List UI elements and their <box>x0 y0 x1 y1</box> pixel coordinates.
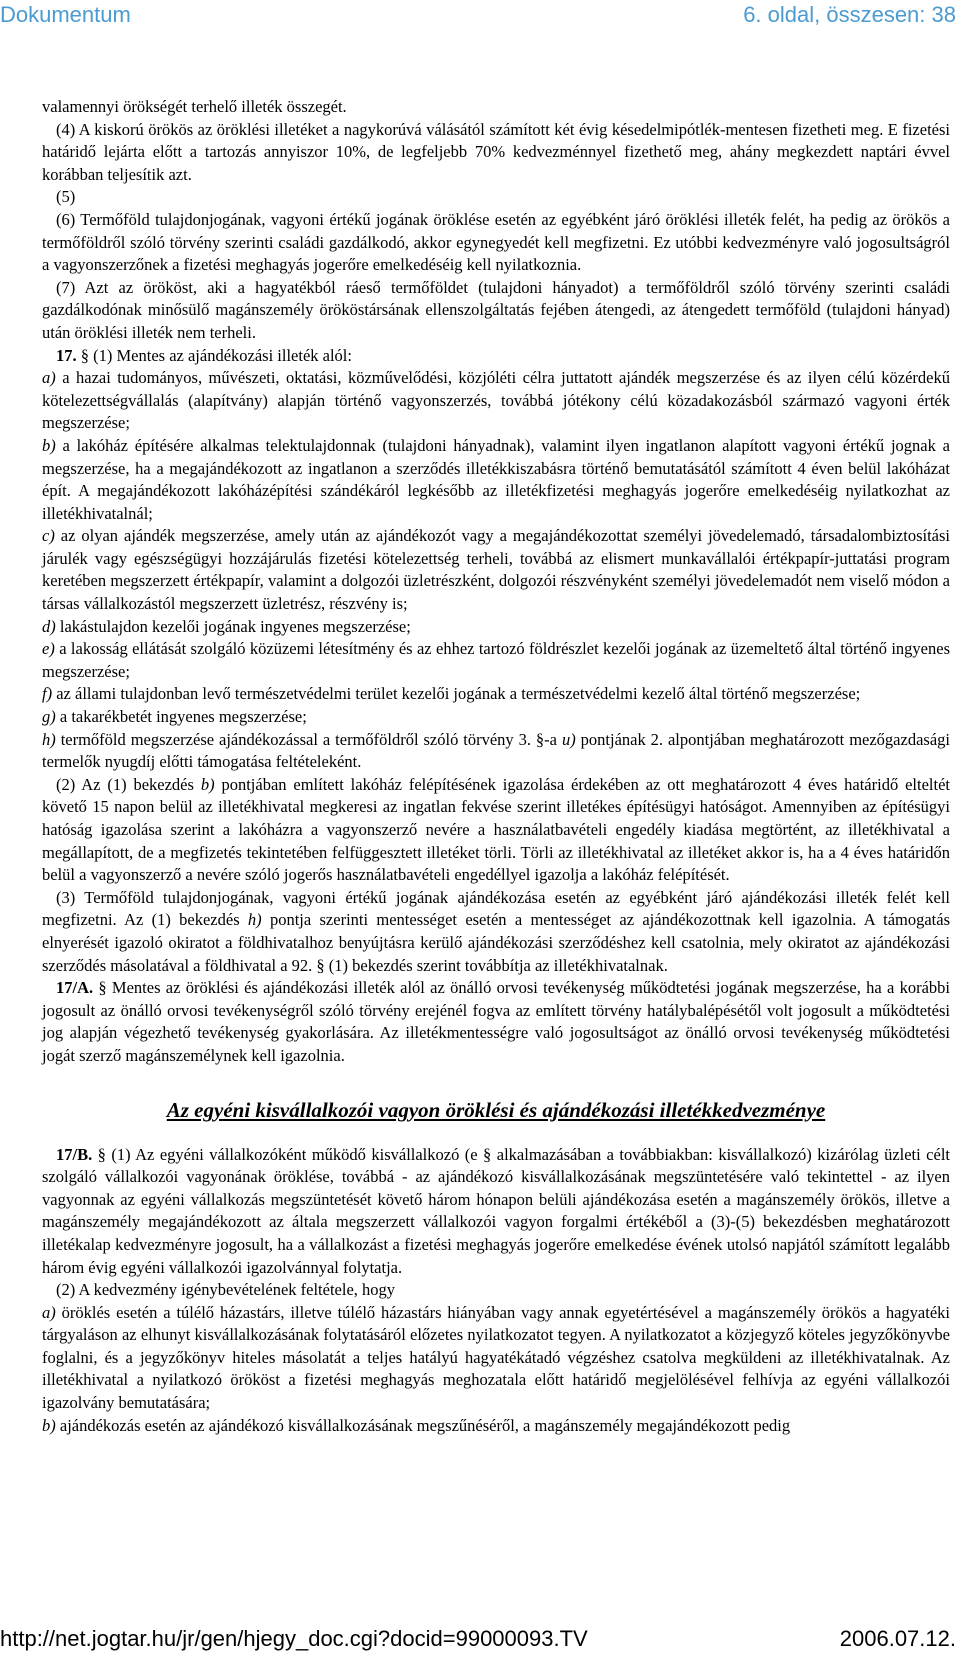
section-heading: Az egyéni kisvállalkozói vagyon öröklési és ajándékozási illetékkedvezménye <box>166 1097 826 1122</box>
paragraph: valamennyi örökségét terhelő illeték összegét. <box>42 97 347 116</box>
section-number: 17/B. <box>56 1144 93 1164</box>
list-item <box>42 638 950 683</box>
item-label: e) <box>42 639 55 659</box>
print-date: 2006.07.12. <box>839 1626 956 1651</box>
item-text: a hazai tudományos, művészeti, oktatási, közművelődési, közjóléti célra juttatott ajándék megszerzése és az ilyen célú közérdekű kötelezettségvállalás (alapítvány) alapján történő vagyonszerzés, továbbá jótékony célú közadakozásból származó vagyoni érték megszerzése; <box>42 368 950 433</box>
item-text: az olyan ajándék megszerzése, amely után az ajándékozót vagy a megajándékozottat személyi jövedelemadó, társadalombiztosítási járulék vagy egészségügyi hozzájárulás fizetési kötelezettség terheli, továbbá az elismert munkavállalói értékpapír-juttatási program keretében megszerzett értékpapír, valamint a dolgozói üzletrészként, dolgozói részvényként személyi jövedelemadót nem viselő módon a társas vállalkozástól megszerzett üzletrész, részvény is; <box>42 526 950 614</box>
item-text: pontjának 2. alpontjában meghatározott mezőgazdasági termelők nyugdíj előtti támogatása feltételeként. <box>42 729 950 772</box>
item-ref: b) <box>200 774 215 794</box>
item-text: a lakosság ellátását szolgáló közüzemi létesítmény és az ehhez tartozó földrészlet kezelői jogának az üzemeltető által történő ingyenes megszerzése; <box>42 639 950 681</box>
paragraph: (7) Azt az örököst, aki a hagyatékból ráeső termőföldet (tulajdoni hányadot) a termőföldről szóló törvény szerinti családi gazdálkodónak minősülő magánszemély örököstársának ellenszolgáltatás fejében átengedi, az átengedett termőföld (tulajdoni hányad) után öröklési illeték nem terheli. <box>42 277 950 342</box>
item-label: b) <box>42 1415 56 1435</box>
section-number: 17. <box>56 345 77 365</box>
list-item <box>42 525 950 615</box>
item-text: ajándékozás esetén az ajándékozó kisvállalkozásának megszűnéséről, a magánszemély megajándékozott pedig <box>55 1415 791 1435</box>
paragraph <box>42 774 950 887</box>
paragraph: (4) A kiskorú örökös az öröklési illetéket a nagykorúvá válásától számított két évig késedelmipótlék-mentesen fizetheti meg. E fizetési határidő lejárta előtt a tartozás annyiszor 10%, de legfeljebb 70% kedvezménnyel fizethető meg, ahány megkezdett naptári évvel korábban teljesítik azt. <box>42 119 950 184</box>
section-17b <box>42 1144 950 1280</box>
document-label: Dokumentum <box>0 2 131 27</box>
paragraph: (2) A kedvezmény igénybevételének feltétele, hogy <box>56 1280 396 1300</box>
item-label: g) <box>42 707 56 727</box>
item-text: termőföld megszerzése ajándékozással a termőföldről szóló törvény 3. §-a <box>55 729 562 749</box>
list-item <box>42 683 950 706</box>
item-label: f) <box>42 684 53 704</box>
item-label: a) <box>42 1302 56 1322</box>
item-label: c) <box>42 526 55 546</box>
paragraph <box>42 887 950 977</box>
item-text: öröklés esetén a túlélő házastárs, illetve túlélő házastárs hiányában vagy annak egyetértésével a magánszemély örökös a hagyatéki tárgyaláson az elhunyt kisvállalkozásának folytatásáról előzetes nyilatkozatot tegyen. A nyilatkozatot a közjegyző köteles jegyzőkönyvbe foglalni, és a jegyzőkönyv hiteles másolatát a teljes hatályú hagyatékátadó végzéshez csatolva megküldeni az illetékhivatalnak. Az illetékhivatal a nyilatkozó örököst a fizetési meghagyás meghozatala előtt határidő megjelölésével felhívja az egyéni vállalkozói igazolvány bemutatására; <box>42 1302 950 1413</box>
document-body <box>42 96 950 1437</box>
item-text: az állami tulajdonban levő természetvédelmi terület kezelői jogának a természetvédelmi kezelő által történő megszerzése; <box>52 684 861 704</box>
section-17 <box>42 345 950 368</box>
item-label: h) <box>42 729 56 749</box>
list-item <box>42 435 950 525</box>
text-run: pontja szerinti mentességet esetén a mentességet az ajándékozottnak kell igazolnia. A támogatás elnyerését igazoló okiratot a földhivatalhoz benyújtásra kerülő ajándékozási szerződéshez kell csatolnia, mely okiratot az ajándékozási szerződés másolatával a földhivatal a 92. § (1) bekezdés szerint továbbítja az illetékhivatalnak. <box>42 910 951 975</box>
paragraph: (6) Termőföld tulajdonjogának, vagyoni értékű jogának öröklése esetén az egyébként járó öröklési illeték felét, ha pedig az örökös a termőföldről szóló törvény szerinti családi gazdálkodó, akkor egynegyedét kell megfizetni. Ez utóbbi kedvezményre való jogosultságról a vagyonszerzőnek a fizetési meghagyás jogerőre emelkedéséig kell nyilatkoznia. <box>42 209 950 275</box>
item-ref: h) <box>247 910 262 930</box>
list-item <box>42 367 950 435</box>
list-item <box>42 706 950 729</box>
page-header <box>0 0 960 30</box>
item-ref: u) <box>561 729 576 749</box>
section-text: § (1) Az egyéni vállalkozóként működő kisvállalkozó (e § alkalmazásában a továbbiakban: kisvállalkozó) kizárólag üzleti célt szolgáló vállalkozói vagyonának öröklése, továbbá - az ajándékozó kisvállalkozásának megszüntetésére való tekintettel - az ilyen vagyonnak az egyéni vállalkozás megszüntetését követő három hónapon belüli ajándékozása esetén a magánszemély örökös, illetve a magánszemély megajándékozott az általa megszerzett vállalkozói vagyon forgalmi értékéből a (3)-(5) bekezdésben meghatározott illetékalap kedvezményre jogosult, ha a vállalkozást a fizetési meghagyás jogerőre emelkedése évének utolsó napjától számított legalább három évig egyéni vállalkozói igazolvánnyal folytatja. <box>42 1144 950 1277</box>
section-text: § Mentes az öröklési és ajándékozási illeték alól az önálló orvosi tevékenység működtetési jogának megszerzése, ha a korábbi jogosult az önálló orvosi tevékenységről szóló törvény erejénél fogva az említett törvény hatálybalépésétől volt jogosult a működtetési jog alapján végezhető tevékenység gyakorlására. Az illetékmentességre való jogosultságot az önálló orvosi tevékenység működtetési jogát szerző magánszemélynek kell igazolnia. <box>42 978 950 1065</box>
section-text: § (1) Mentes az ajándékozási illeték alól: <box>76 345 352 365</box>
list-item <box>42 729 950 774</box>
item-label: d) <box>42 616 56 636</box>
page-footer <box>0 1624 960 1654</box>
list-item <box>42 1415 950 1438</box>
item-text: a lakóház építésére alkalmas telektulajdonnak (tulajdoni hányadnak), valamint ilyen ingatlanon alapított vagyoni értékű jognak a megszerzése, ha a megajándékozott az ingatlanon a szerződés illetékkiszabásra történő bemutatásától számított 4 éven belül lakóházat épít. A megajándékozott lakóházépítési szándékáról legkésőbb az illetékfizetési meghagyás jogerőre emelkedéséig nyilatkozhat az illetékhivatalnál; <box>42 435 950 523</box>
item-label: a) <box>42 368 56 388</box>
text-run: (2) Az (1) bekezdés <box>56 774 201 794</box>
list-item <box>42 616 950 639</box>
section-number: 17/A. <box>56 978 94 998</box>
source-url: http://net.jogtar.hu/jr/gen/hjegy_doc.cgi?docid=99000093.TV <box>0 1626 588 1651</box>
item-text: lakástulajdon kezelői jogának ingyenes megszerzése; <box>55 616 411 636</box>
list-item <box>42 1302 950 1415</box>
item-text: a takarékbetét ingyenes megszerzése; <box>55 707 307 727</box>
paragraph: (5) <box>56 187 76 207</box>
text-run: (3) Termőföld tulajdonjogának, vagyoni értékű jogának ajándékozása esetén az egyébként járó ajándékozási illeték felét kell megfizetni. Az (1) bekezdés <box>42 887 950 930</box>
section-17a <box>42 977 950 1067</box>
text-run: pontjában említett lakóház felépítésének igazolása érdekében az ott meghatározott 4 éves határidő elteltét követő 15 napon belül az illetékhivatal megkeresi az ingatlan fekvése szerint illetékes építésügyi hatóságot. Amennyiben az építésügyi hatóság igazolása szerint a lakóházra a vagyonszerző nevére a használatbavételi engedély kiadása megtörtént, az illetékhivatal a megállapított, de a megfizetés tekintetében felfüggesztett illetéket törli. Törli az illetékhivatal az illetéket akkor is, ha a 4 éves határidőn belül a vagyonszerző a nevére szóló jogerős használatbavételi engedéllyel igazolja a lakóház felépítését. <box>42 774 950 885</box>
item-label: b) <box>42 435 56 455</box>
page-indicator: 6. oldal, összesen: 38 <box>743 2 956 27</box>
